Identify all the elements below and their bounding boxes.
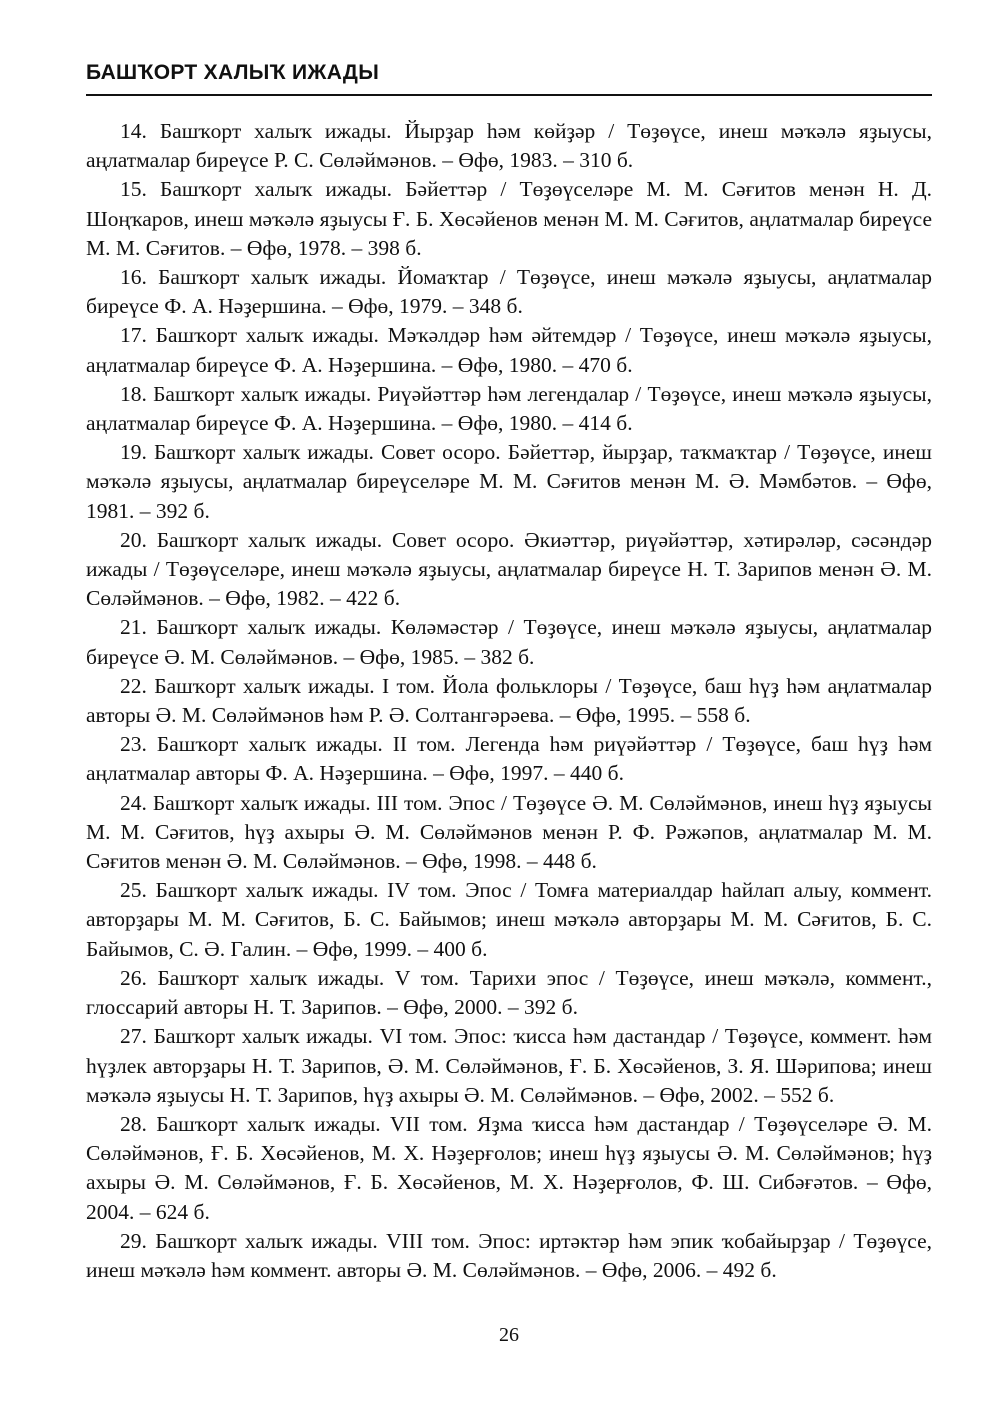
bibliography-entry-25: 25. Башҡорт халыҡ ижады. IV том. Эпос / Томға материалдар һайлап алыу, коммент. авторҙары М. М. Сәғитов, Б. С. Байымов; инеш мәҡәлә авторҙары М. М. Сәғитов, Б. С. Байымов, С. Ә. Галин. – Өфө, 1999. – 400 б. <box>86 878 932 961</box>
bibliography-entry-18: 18. Башҡорт халыҡ ижады. Риүәйәттәр һәм легендалар / Төҙөүсе, инеш мәҡәлә яҙыусы, аңлатмалар биреүсе Ф. А. Нәҙершина. – Өфө, 1980. – 414 б. <box>86 381 932 436</box>
bibliography-entry-24: 24. Башҡорт халыҡ ижады. III том. Эпос / Төҙөүсе Ә. М. Сөләймәнов, инеш һүҙ яҙыусы М. М. Сәғитов, һүҙ ахыры Ә. М. Сөләймәнов менән Р. Ф. Рәжәпов, аңлатмалар М. М. Сәғитов менән Ә. М. Сөләймәнов. – Өфө, 1998. – 448 б. <box>86 790 932 874</box>
document-page <box>86 0 932 1403</box>
bibliography-entry-23: 23. Башҡорт халыҡ ижады. II том. Легенда һәм риүәйәттәр / Төҙөүсе, баш һүҙ һәм аңлатмалар авторы Ф. А. Нәҙершина. – Өфө, 1997. – 440 б. <box>86 732 932 786</box>
bibliography-entry-19: 19. Башҡорт халыҡ ижады. Совет осоро. Бәйеттәр, йырҙар, таҡмаҡтар / Төҙөүсе, инеш мәҡәлә яҙыусы, аңлатмалар биреүселәре М. М. Сәғитов менән М. Ә. Мәмбәтов. – Өфө, 1981. – 392 б. <box>86 440 932 523</box>
bibliography-list <box>86 117 932 1285</box>
bibliography-entry-27: 27. Башҡорт халыҡ ижады. VI том. Эпос: ҡисса һәм дастандар / Төҙөүсе, коммент. һәм һүҙлек авторҙары Н. Т. Зарипов, Ә. М. Сөләймәнов, Ғ. Б. Хөсәйенов, З. Я. Шәрипова; инеш мәҡәлә яҙыусы Н. Т. Зарипов, һүҙ ахыры Ә. М. Сөләймәнов. – Өфө, 2002. – 552 б. <box>86 1024 932 1107</box>
bibliography-entry-26: 26. Башҡорт халыҡ ижады. V том. Тарихи эпос / Төҙөүсе, инеш мәҡәлә, коммент., глоссарий авторы Н. Т. Зарипов. – Өфө, 2000. – 392 б. <box>86 965 932 1020</box>
bibliography-entry-16: 16. Башҡорт халыҡ ижады. Йомаҡтар / Төҙөүсе, инеш мәҡәлә яҙыусы, аңлатмалар биреүсе Ф. А. Нәҙершина. – Өфө, 1979. – 348 б. <box>86 265 932 319</box>
page-number: 26 <box>499 1324 519 1346</box>
bibliography-entry-22: 22. Башҡорт халыҡ ижады. I том. Йола фольклоры / Төҙөүсе, баш һүҙ һәм аңлатмалар авторы Ә. М. Сөләймәнов һәм Р. Ә. Солтангәрәева. – Өфө, 1995. – 558 б. <box>86 673 932 728</box>
running-header: БАШҠОРТ ХАЛЫҠ ИЖАДЫ <box>86 61 380 84</box>
bibliography-entry-15: 15. Башҡорт халыҡ ижады. Бәйеттәр / Төҙөүселәре М. М. Сәғитов менән Н. Д. Шоңҡаров, инеш мәҡәлә яҙыусы Ғ. Б. Хөсәйенов менән М. М. Сәғитов, аңлатмалар биреүсе М. М. Сәғитов. – Өфө, 1978. – 398 б. <box>86 177 932 260</box>
header-rule <box>86 94 932 96</box>
bibliography-entry-14: 14. Башҡорт халыҡ ижады. Йырҙар һәм көйҙәр / Төҙөүсе, инеш мәҡәлә яҙыусы, аңлатмалар биреүсе Р. С. Сөләймәнов. – Өфө, 1983. – 310 б. <box>86 119 932 173</box>
bibliography-entry-17: 17. Башҡорт халыҡ ижады. Мәҡәлдәр һәм әйтемдәр / Төҙөүсе, инеш мәҡәлә яҙыусы, аңлатмалар биреүсе Ф. А. Нәҙершина. – Өфө, 1980. – 470 б. <box>86 323 932 377</box>
bibliography-entry-21: 21. Башҡорт халыҡ ижады. Көләмәстәр / Төҙөүсе, инеш мәҡәлә яҙыусы, аңлатмалар биреүсе Ә. М. Сөләймәнов. – Өфө, 1985. – 382 б. <box>86 615 932 669</box>
bibliography-entry-20: 20. Башҡорт халыҡ ижады. Совет осоро. Әкиәттәр, риүәйәттәр, хәтирәләр, сәсәндәр ижады / Төҙөүселәре, инеш мәҡәлә яҙыусы, аңлатмалар биреүсе Н. Т. Зарипов менән Ә. М. Сөләймәнов. – Өфө, 1982. – 422 б. <box>86 527 932 611</box>
bibliography-entry-29: 29. Башҡорт халыҡ ижады. VIII том. Эпос: иртәктәр һәм эпик ҡобайырҙар / Төҙөүсе, инеш мәҡәлә һәм коммент. авторы Ә. М. Сөләймәнов. – Өфө, 2006. – 492 б. <box>86 1228 932 1282</box>
bibliography-entry-28: 28. Башҡорт халыҡ ижады. VII том. Яҙма ҡисса һәм дастандар / Төҙөүселәре Ә. М. Сөләймәнов, Ғ. Б. Хөсәйенов, М. Х. Нәҙерғолов; инеш һүҙ яҙыусы Ә. М. Сөләймәнов; һүҙ ахыры Ә. М. Сөләймәнов, Ғ. Б. Хөсәйенов, М. Х. Нәҙерғолов, Ф. Ш. Сибәғәтов. – Өфө, 2004. – 624 б. <box>86 1111 932 1224</box>
